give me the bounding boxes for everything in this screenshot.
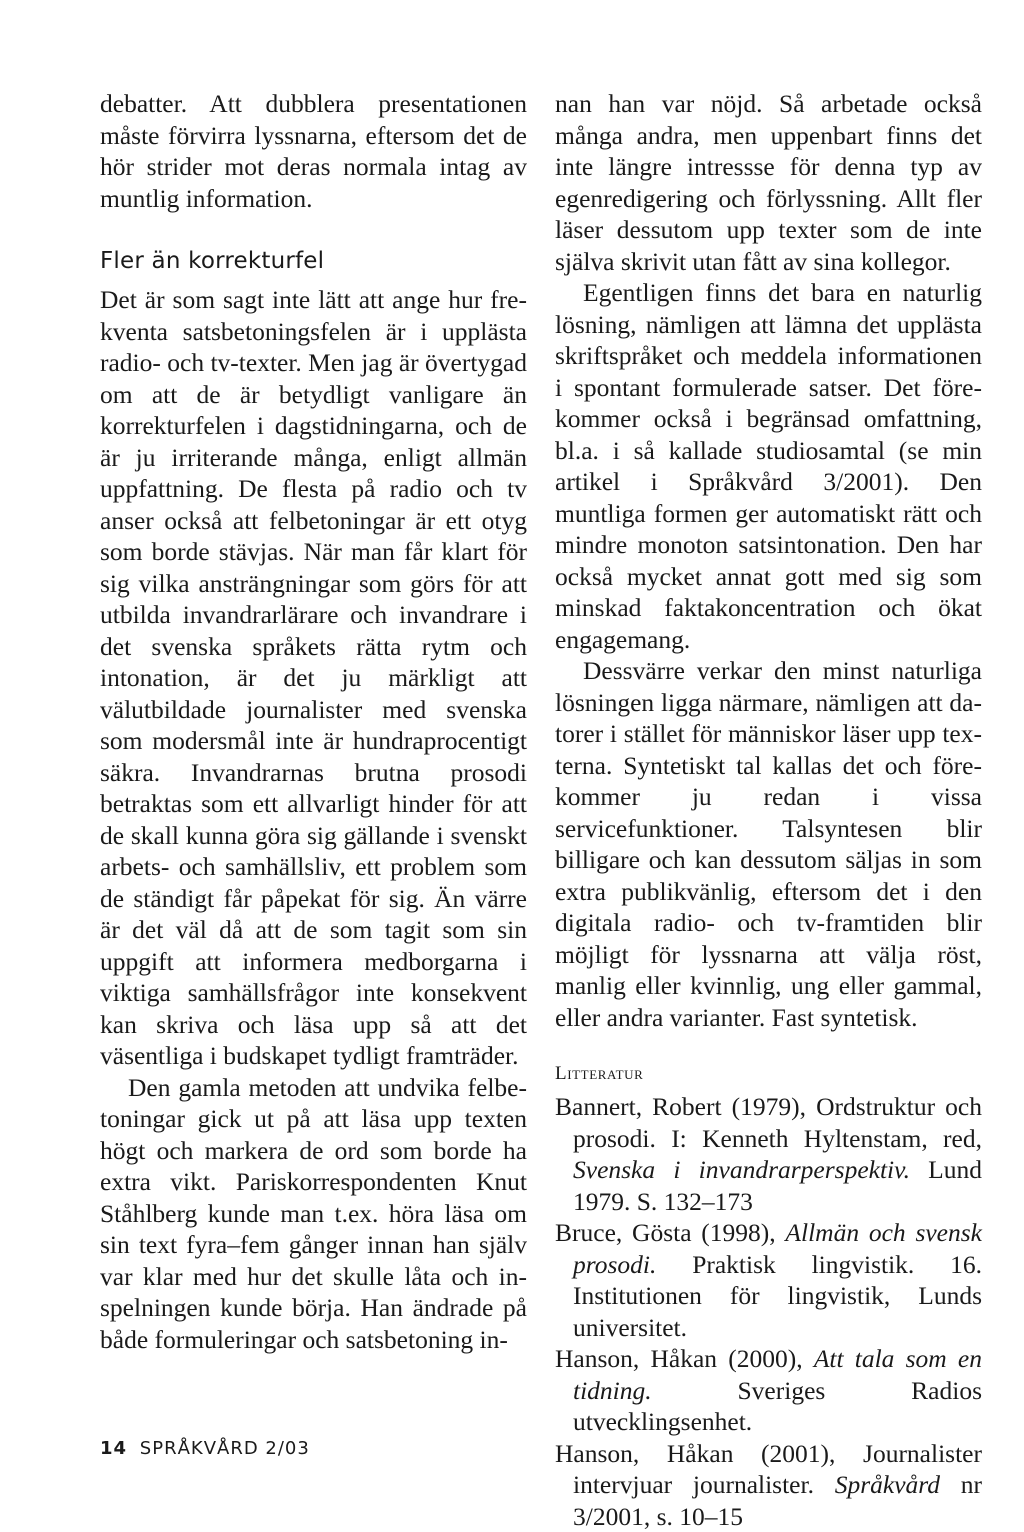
body-paragraph: Det är som sagt inte lätt att ange hur frekventa satsbetoningsfelen är i upplästa radio- och tv-texter. Men jag är övertygad om att de är betydligt vanligare än korrekturfelen i dagstidningarna, och de är ju irriterande många, enligt allmän uppfattning. De flesta på radio och tv anser också att felbetoningar är ett otyg som borde stävjas. När man får klart för sig vilka ansträngningar som görs för att utbilda invandrarlärare och invandrare i det svenska språkets rätta rytm och intonation, är det ju märkligt att välutbildade journalister med svenska som modersmål inte är hundraprocentigt säkra. Invandrarnas brutna prosodi betraktas som ett allvarligt hinder för att de skall kunna göra sig gällande i svenskt arbets- och samhällsliv, ett problem som de ständigt får påpekat för sig. Än värre är det väl då att de som tagit som sin uppgift att informera medborgarna i viktiga samhällsfrågor inte konsekvent kan skriva och läsa upp så att det väsentliga i budskapet tydligt framträder. (100, 284, 527, 1072)
right-column (555, 88, 982, 1532)
reference-entry (555, 1438, 982, 1532)
body-paragraph: Dessvärre verkar den minst naturliga lösningen ligga närmare, nämligen att datorer i stället för människor läser upp texterna. Syntetiskt tal kallas det och förekommer ju redan i vissa servicefunktioner. Talsyntesen blir billigare och kan dessutom säljas in som extra publikvänlig, eftersom det i den digitala radio- och tv-framtiden blir möjligt för lyssnarna att välja röst, manlig eller kvinnlig, ung eller gammal, eller andra varianter. Fast syntetisk. (555, 655, 982, 1033)
reference-list (555, 1091, 982, 1532)
left-column (100, 88, 527, 1355)
page-footer (100, 1438, 310, 1459)
reference-text: Lund 1979. S. 132–173 (573, 1155, 982, 1216)
section-heading: Fler än korrekturfel (100, 248, 527, 274)
literature-heading: Litteratur (555, 1063, 982, 1085)
page-number: 14 (100, 1438, 127, 1459)
reference-text: Hanson, Håkan (2001), Journalister intervjuar journalister. (555, 1439, 982, 1500)
reference-entry (555, 1343, 982, 1438)
reference-text: nr 3/2001, s. 10–15 (573, 1470, 982, 1531)
body-paragraph: nan han var nöjd. Så arbetade också många andra, men uppenbart finns det inte längre intressse för denna typ av egenredigering och förlyssning. Allt fler läser dessutom upp texter som de inte själva skrivit utan fått av sina kollegor. (555, 88, 982, 277)
reference-text: Hanson, Håkan (2000), (555, 1344, 814, 1373)
reference-text: Bruce, Gösta (1998), (555, 1218, 785, 1247)
reference-title: Allmän och svensk prosodi. (573, 1218, 982, 1279)
body-paragraph: debatter. Att dubblera presentationen måste förvirra lyssnarna, eftersom det de hör strider mot deras normala intag av muntlig information. (100, 88, 527, 214)
body-paragraph: Egentligen finns det bara en naturlig lösning, nämligen att lämna det upplästa skriftspråket och meddela informationen i spontant formulerade satser. Det förekommer också i begränsad omfattning, bl.a. i så kallade studiosamtal (se min artikel i Språkvård 3/2001). Den muntliga formen ger automatiskt rätt och mindre monoton satsintonation. Den har också mycket annat gott med sig som minskad faktakoncentration och ökat engagemang. (555, 277, 982, 655)
reference-title: Att tala som en tidning. (573, 1344, 982, 1405)
reference-entry (555, 1091, 982, 1217)
reference-text: Bannert, Robert (1979), Ordstruktur och prosodi. I: Kenneth Hyltenstam, red, (555, 1092, 982, 1153)
reference-title: Svenska i invandrarperspektiv. (573, 1155, 910, 1184)
journal-name: SPRÅKVÅRD 2/03 (140, 1438, 310, 1459)
reference-entry (555, 1217, 982, 1343)
reference-text: Praktisk lingvistik. 16. Institutionen för lingvistik, Lunds universitet. (573, 1250, 982, 1342)
body-paragraph: Den gamla metoden att undvika felbetoningar gick ut på att läsa upp texten högt och markera de ord som borde ha extra vikt. Pariskorrespondenten Knut Ståhlberg kunde man t.ex. höra läsa om sin text fyra–fem gånger innan han själv var klar med hur det skulle låta och inspelningen kunde börja. Han ändrade på både formuleringar och satsbetoning in- (100, 1072, 527, 1356)
reference-title: Språkvård (835, 1470, 940, 1499)
reference-text: Sveriges Radios utvecklingsenhet. (573, 1376, 982, 1437)
